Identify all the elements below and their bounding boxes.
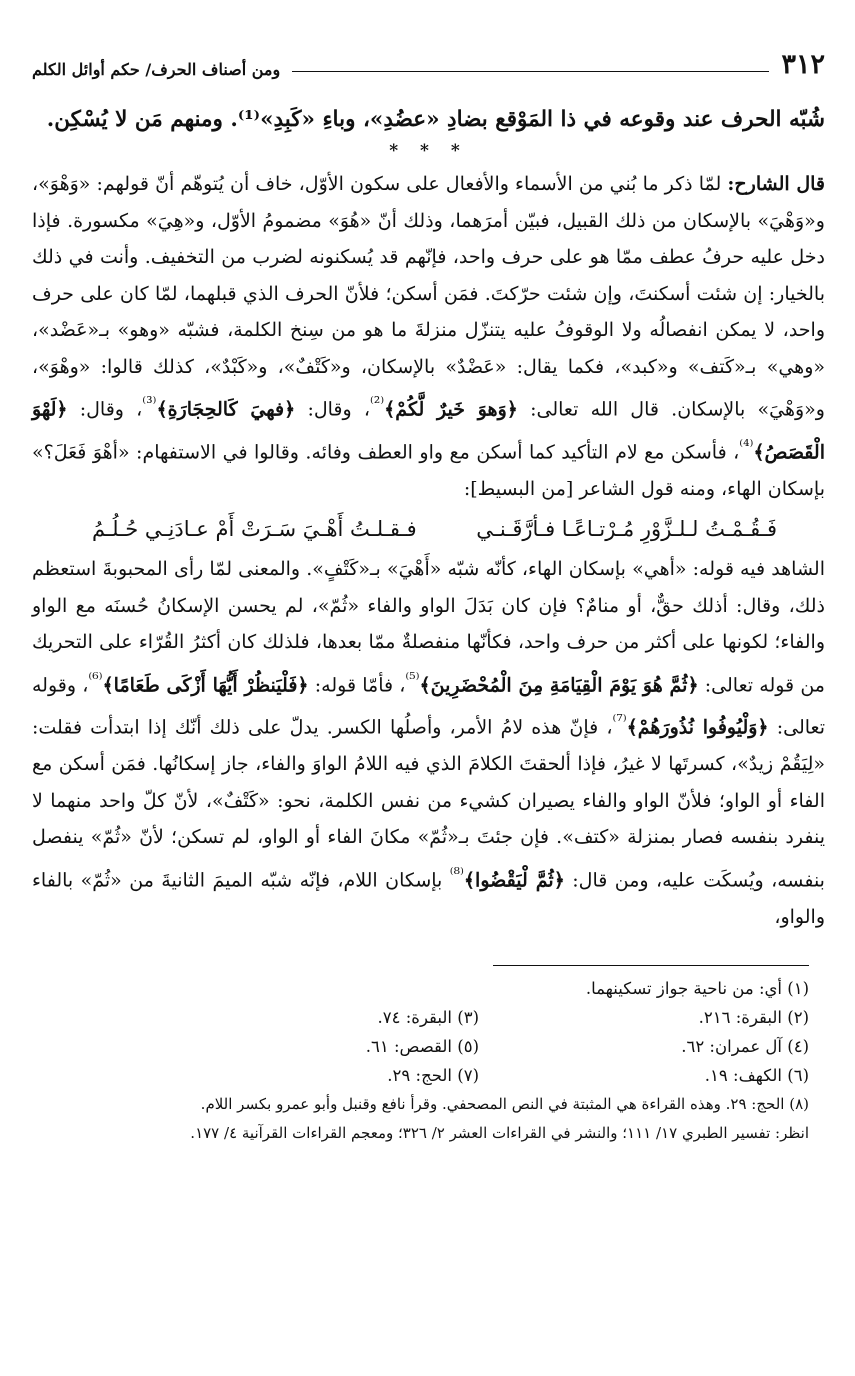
text-run: ، وقال: (307, 398, 371, 421)
footnote-row (32, 1061, 809, 1090)
footnote-ref: ⁽⁷⁾ (612, 711, 627, 731)
text-run: ، وقوله تعالى: (32, 673, 825, 739)
commentary-paragraph-2 (32, 551, 825, 935)
footnote-ref: ⁽⁸⁾ (449, 863, 464, 883)
footnote-ref: ⁽²⁾ (370, 393, 385, 412)
text-run: بإسكان اللام، فإنّه شبّه الميمَ الثانيةَ من «ثُمّ» بالفاء والواو، (32, 869, 825, 928)
footnote-4: (٤) آل عمران: ٦٢. (681, 1037, 809, 1057)
quran-quote: ﴿فهيَ كَالحِجَارَةِ﴾ (156, 398, 296, 421)
footnote-ref: ⁽⁴⁾ (739, 435, 754, 455)
commentary (32, 166, 825, 935)
quran-quote: ﴿وَلْيُوفُوا نُذُورَهُمْ﴾ (626, 716, 769, 739)
page-number: ٣١٢ (781, 49, 825, 80)
quran-quote: ﴿فَلْيَنظُرْ أَيُّهَا أَزْكَى طَعَامًا﴾ (102, 673, 309, 696)
footnote-ref: ⁽⁶⁾ (88, 668, 103, 688)
running-title: ومن أصناف الحرف/ حكم أوائل الكلم (32, 60, 281, 79)
footnotes (32, 974, 825, 1148)
footnote-3: (٣) البقرة: ٧٤. (377, 1008, 479, 1028)
footnote-ref: ⁽⁵⁾ (405, 668, 420, 688)
text-run: ، فأمّا قوله: (314, 673, 406, 696)
quran-quote: ﴿ثُمَّ لْيَقْضُوا﴾ (463, 869, 565, 892)
text-run: الشاهد فيه قوله: «أهي» بإسكان الهاء، كأنّه شبّه «أَهْيَ» بـ«كَتْفٍ». والمعنى لمّا رأى المحبوبةَ استعظم ذلك، وقال: أذلك حقٌّ، أو منامٌ؟ فإن كان بَدَلَ الواو والفاء «ثُمّ»، لم يحسن الإسكانُ حُسنَه مع الواو والفاء؛ لكونها على أكثر من حرف واحد، فكأنّها منفصلةٌ ممّا بعدها، فلذلك كان أكثرُ القُرّاء على التحريك من قوله تعالى: (32, 558, 825, 696)
running-header (32, 40, 825, 78)
verse-second-hemistich: فـقـلـتُ أَهْـيَ سَـرَتْ أَمْ عـادَنِـي حُـلُـمُ (92, 517, 417, 542)
footnote-8: (٨) الحج: ٢٩. وهذه القراءة هي المثبتة في النص المصحفي. وقرأ نافع وقنبل وأبو عمرو بكسر اللام. (200, 1095, 809, 1114)
verse-first-hemistich: فَـقُـمْـتُ لـلـزَّوْرِ مُـرْتـاعًـا فـأرَّقَـنـي (476, 517, 777, 542)
commentary-lead: قال الشارح: (727, 173, 825, 195)
quran-quote: ﴿ثُمَّ هُوَ يَوْمَ الْقِيَامَةِ مِنَ الْمُحْضَرِينَ﴾ (419, 673, 699, 696)
text-run: ، فأسكن مع لام التأكيد كما أسكن مع واو العطف وفائه. وقالوا في الاستفهام: «أهْوَ فَعَلَ؟» بإسكان الهاء، ومنه قول الشاعر [من البسيط]: (32, 441, 825, 500)
commentary-paragraph-1 (32, 166, 825, 507)
footnote-rule (493, 965, 809, 966)
quran-quote: ﴿لَهْوَ الْقَصَصُ﴾ (32, 398, 825, 464)
text-run: ، وقال: (79, 398, 143, 421)
footnote-ref: ⁽³⁾ (142, 393, 157, 412)
footnote-8-references: انظر: تفسير الطبري ١٧/ ١١١؛ والنشر في القراءات العشر ٢/ ٣٢٦؛ ومعجم القراءات القرآنية ٤/ ١٧٧. (190, 1124, 809, 1143)
text-run: لمّا ذكر ما بُني من الأسماء والأفعال على سكون الأوّل، خاف أن يُتوهّم أنّ قولهم: «وَهْوَ»، و«وَهْيَ» بالإسكان من ذلك القبيل، فبيّن أمرَهما، وذلك أنّ «هُوَ» مضمومُ الأوّل، و«هِيَ» مكسورة. فإذا دخل عليه حرفُ عطف ممّا هو على حرف واحد، فإنّهم قد يُسكنونه لضرب من التخفيف. وأنت في ذلك بالخيار: إن شئت أسكنتَ، وإن شئت حرّكتَ. فمَن أسكن؛ فلأنّ الحرف الذي قبلهما، لمّا كان على حرف واحد، لا يمكن انفصالُه ولا الوقوفُ عليه يتنزّل منزلةَ ما هو من سِنخ الكلمة، فشبّه «وهو» بـ«عَضْد»، «وهي» بـ«كَتف» و«كبد»، فكما يقال: «عَضْدٌ» بالإسكان، و«كَتْفٌ»، و«كَبْدٌ»، كذلك قالوا: «وهْوَ»، و«وَهْيَ» بالإسكان. قال الله تعالى: (32, 173, 825, 421)
matn-text: شُبّه الحرف عند وقوعه في ذا المَوْقع بضادِ «عضُدِ»، وباءِ «كَبِدِ»⁽¹⁾. ومنهم مَن لا يُسْكِن. (46, 107, 825, 132)
footnote-2: (٢) البقرة: ٢١٦. (698, 1008, 809, 1028)
header-rule (292, 71, 769, 72)
footnote-row (32, 1003, 809, 1032)
section-separator: * * * (389, 141, 468, 161)
quran-quote: ﴿وَهوَ خَيرٌ لَّكُمْ﴾ (384, 398, 518, 421)
footnote-row (32, 1032, 809, 1061)
footnote-6: (٦) الكهف: ١٩. (704, 1066, 809, 1086)
footnote-5: (٥) القصص: ٦١. (365, 1037, 479, 1057)
footnote-7: (٧) الحج: ٢٩. (387, 1066, 479, 1086)
poetry-verse (32, 507, 825, 551)
footnote-1: (١) أي: من ناحية جواز تسكينهما. (585, 979, 809, 999)
text-run: ، فإنّ هذه لامُ الأمر، وأصلُها الكسر. يدلّ على ذلك أنّك إذا ابتدأت فقلت: «لِيَقُمْ زيدٌ»، كسرتَها لا غيرُ، فإذا ألحقتَ الكلامَ الذي فيه اللامُ الواوَ والفاء، جاز إسكانُها. فمَن أسكن مع الفاء أو الواو؛ فلأنّ الواو والفاء يصيران كشيء من نفس الكلمة، نحو: «كَتْفٌ»، لأنّ كلّ واحد منهما لا ينفرد بنفسه فصار بمنزلة «كتف». فإن جئتَ بـ«ثُمّ» مكانَ الفاء أو الواو، لم تسكن؛ لأنّ «ثُمّ» ينفصل بنفسه، ويُسكَت عليه، ومن قال: (32, 716, 825, 892)
